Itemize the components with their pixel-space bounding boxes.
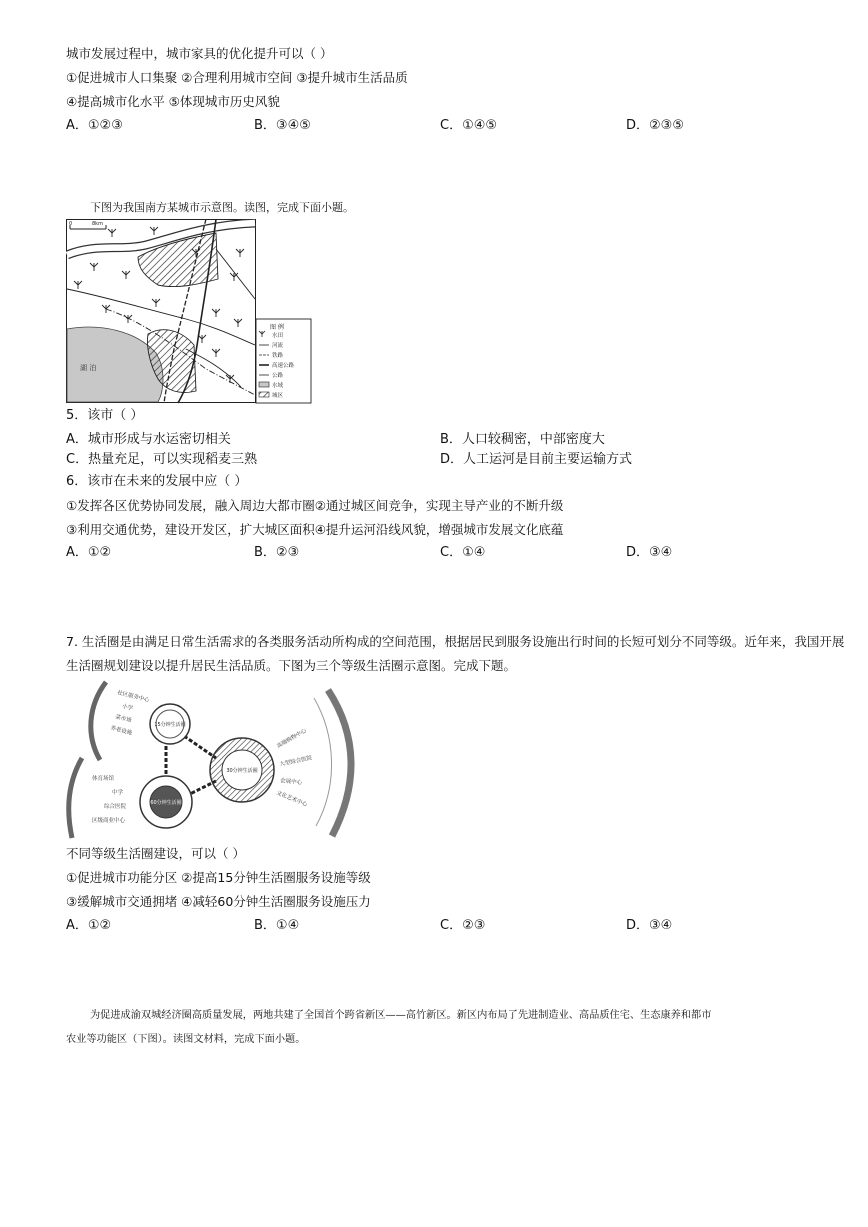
- svg-text:0: 0: [69, 221, 73, 227]
- q-prev-stem: 城市发展过程中，城市家具的优化提升可以（ ）: [66, 46, 333, 61]
- q7-intro-2: 生活圈规划建设以提升居民生活品质。下图为三个等级生活圈示意图。完成下题。: [66, 658, 517, 673]
- legend-item-paddy: 水田: [272, 333, 284, 339]
- facility-right-3: 会展中心: [279, 778, 303, 787]
- q7-option-b[interactable]: B．①④: [254, 918, 300, 933]
- q5-option-b[interactable]: B．人口较稠密，中部密度大: [440, 432, 605, 447]
- legend-item-water: 水域: [272, 383, 284, 389]
- circle-60-label: 60分钟生活圈: [150, 800, 182, 806]
- q7-option-a[interactable]: A．①②: [66, 918, 112, 933]
- q5-option-a[interactable]: A．城市形成与水运密切相关: [66, 432, 231, 447]
- q7-intro-1: 7. 生活圈是由满足日常生活需求的各类服务活动所构成的空间范围，根据居民到服务设施出行时间的长短可划分不同等级。近年来，我国开展: [66, 634, 845, 649]
- city-map-figure: [66, 219, 312, 405]
- q6-option-c[interactable]: C．①④: [440, 545, 486, 560]
- q6-statements-2: ③利用交通优势，建设开发区，扩大城区面积④提升运河沿线风貌，增强城市发展文化底蕴: [66, 522, 564, 537]
- new-district-passage-2: 农业等功能区（下图）。读图文材料，完成下面小题。: [66, 1034, 306, 1045]
- q-prev-option-c[interactable]: C．①④⑤: [440, 118, 498, 133]
- q-prev-statements-2: ④提高城市化水平 ⑤体现城市历史风貌: [66, 94, 280, 109]
- q-prev-option-a[interactable]: A．①②③: [66, 118, 123, 133]
- left-top-arc: [91, 682, 106, 760]
- legend-item-road: 公路: [272, 373, 284, 379]
- q6-option-b[interactable]: B．②③: [254, 545, 300, 560]
- q7-option-c[interactable]: C．②③: [440, 918, 486, 933]
- facility-left-bottom-1: 体育场馆: [92, 776, 115, 782]
- q-prev-option-d[interactable]: D．②③⑤: [626, 118, 684, 133]
- legend-item-river: 河流: [272, 343, 284, 349]
- q-prev-option-b[interactable]: B．③④⑤: [254, 118, 311, 133]
- legend-item-railway: 铁路: [272, 353, 284, 359]
- q5-stem: 5．该市（ ）: [66, 408, 144, 423]
- q-prev-statements-1: ①促进城市人口集聚 ②合理利用城市空间 ③提升城市生活品质: [66, 70, 408, 85]
- facility-left-bottom-4: 区级商业中心: [92, 818, 126, 824]
- new-district-passage-1: 为促进成渝双城经济圈高质量发展，两地共建了全国首个跨省新区——高竹新区。新区内布局了先进制造业、高品质住宅、生态康养和都市: [90, 1010, 712, 1021]
- q7-statements-1: ①促进城市功能分区 ②提高15分钟生活圈服务设施等级: [66, 870, 371, 885]
- life-circle-figure: [66, 676, 356, 842]
- facility-left-top-2: 小学: [121, 703, 134, 713]
- q6-option-a[interactable]: A．①②: [66, 545, 112, 560]
- facility-left-top-4: 养老设施: [109, 725, 133, 737]
- legend-item-highway: 高速公路: [272, 363, 295, 369]
- city-map-svg: [66, 219, 312, 405]
- q5-option-c[interactable]: C．热量充足，可以实现稻麦三熟: [66, 452, 258, 467]
- q6-stem: 6．该市在未来的发展中应（ ）: [66, 474, 248, 489]
- facility-left-bottom-3: 综合医院: [104, 804, 127, 810]
- q5-option-d[interactable]: D．人工运河是目前主要运输方式: [440, 452, 633, 467]
- scale-label: 8km: [92, 221, 103, 227]
- q7-stem: 不同等级生活圈建设，可以（ ）: [66, 846, 245, 861]
- legend-title: 图 例: [270, 324, 284, 331]
- life-circle-svg: [66, 676, 356, 842]
- legend-item-urban: 城区: [272, 393, 284, 399]
- facility-right-2: 大型综合医院: [279, 755, 313, 768]
- facility-right-4: 文化艺术中心: [275, 790, 309, 809]
- q7-statements-2: ③缓解城市交通拥堵 ④减轻60分钟生活圈服务设施压力: [66, 894, 371, 909]
- lake-label: 湖 泊: [80, 364, 97, 372]
- circle-15-label: 15分钟生活圈: [154, 722, 186, 728]
- facility-right-1: 高端购物中心: [276, 728, 308, 750]
- facility-left-top-1: 社区服务中心: [116, 689, 150, 704]
- city-passage-intro: 下图为我国南方某城市示意图。读图，完成下面小题。: [90, 201, 354, 214]
- q7-option-d[interactable]: D．③④: [626, 918, 673, 933]
- left-bottom-arc: [69, 758, 82, 838]
- facility-left-top-3: 菜市场: [114, 714, 133, 725]
- q6-option-d[interactable]: D．③④: [626, 545, 673, 560]
- circle-30-label: 30分钟生活圈: [226, 768, 258, 774]
- facility-left-bottom-2: 中学: [112, 790, 124, 796]
- q6-statements-1: ①发挥各区优势协同发展，融入周边大都市圈②通过城区间竞争，实现主导产业的不断升级: [66, 498, 564, 513]
